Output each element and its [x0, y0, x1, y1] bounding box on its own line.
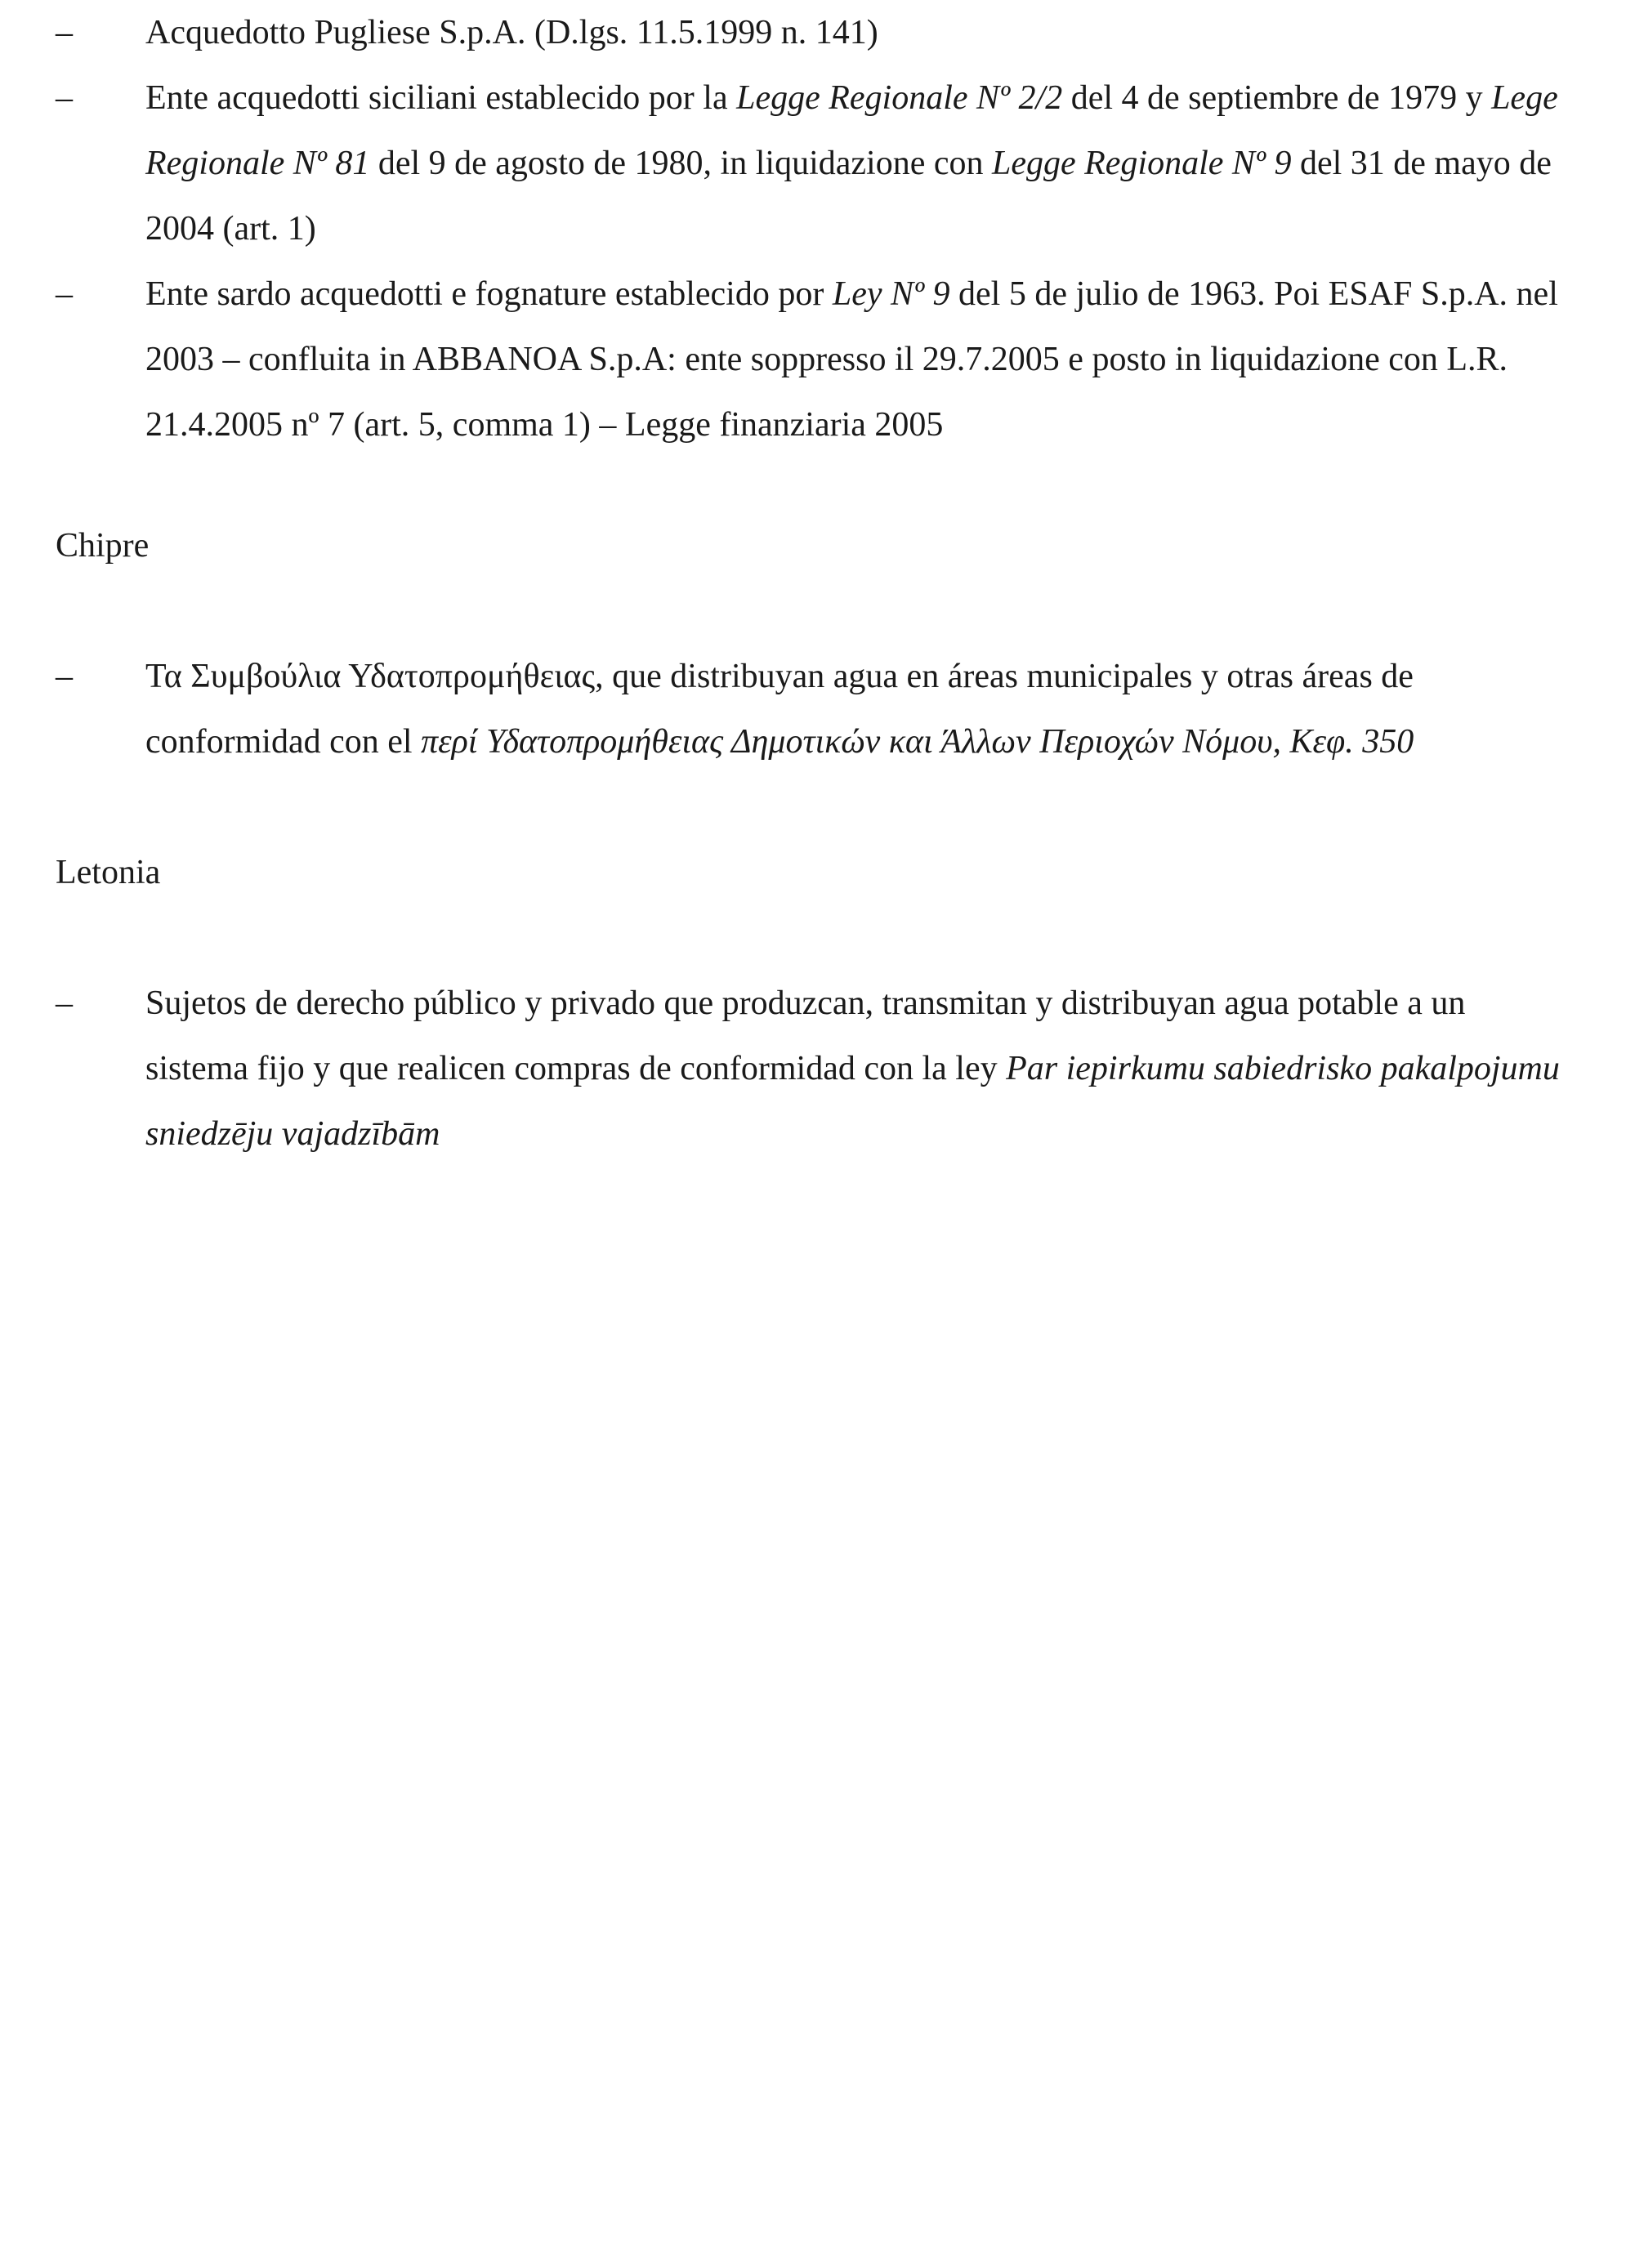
italic-citation: Legge Regionale Nº 9	[991, 145, 1292, 182]
list-item	[0, 971, 1626, 1167]
text-run: Acquedotto Pugliese S.p.A. (D.lgs. 11.5.1999 n. 141)	[145, 14, 878, 51]
italic-citation: Legge Regionale Nº 2/2	[736, 79, 1063, 117]
italic-citation: Ley Nº 9	[832, 275, 950, 313]
item-text	[145, 79, 1558, 248]
text-run: Ente sardo acquedotti e fognature establecido por	[145, 275, 833, 313]
item-text	[145, 14, 878, 51]
italic-citation: περί Υδατοπρομήθειας Δημοτικών και Άλλων Περιοχών Νόμου, Κεφ. 350	[421, 723, 1414, 761]
text-run: Ente acquedotti siciliani establecido por la	[145, 79, 737, 117]
item-text	[145, 658, 1414, 761]
italic-citation: Lege Regionale Nº 81	[145, 79, 1558, 182]
list-item	[0, 0, 1626, 65]
list-dash: –	[56, 275, 73, 313]
list-item	[0, 644, 1626, 775]
italic-citation: Par iepirkumu sabiedrisko pakalpojumu sniedzēju vajadzībām	[145, 1050, 1560, 1153]
cyprus-list	[0, 644, 1626, 775]
list-dash: –	[56, 14, 73, 51]
text-run: Sujetos de derecho público y privado que produzcan, transmitan y distribuyan agua potable a un sistema fijo y que realicen compras de conformidad con la ley	[145, 984, 1466, 1087]
section-heading-cyprus: Chipre	[56, 527, 150, 565]
list-item	[0, 261, 1626, 458]
text-run: Τα Συμβούλια Υδατοπρομήθειας, que distribuyan agua en áreas municipales y otras áreas de conformidad con el	[145, 658, 1414, 761]
latvia-list	[0, 971, 1626, 1167]
item-text	[145, 984, 1560, 1153]
list-dash: –	[56, 984, 73, 1022]
italy-list	[0, 0, 1626, 458]
text-run: del 5 de julio de 1963. Poi ESAF S.p.A. nel 2003 – confluita in ABBANOA S.p.A: ente soppresso il 29.7.2005 e posto in liquidazione con L.R. 21.4.2005 nº 7 (art. 5, comma 1) – Legge finanziaria 2005	[145, 275, 1558, 444]
list-dash: –	[56, 79, 73, 117]
list-item	[0, 65, 1626, 261]
text-run: del 31 de mayo de 2004 (art. 1)	[145, 145, 1552, 248]
text-run: del 9 de agosto de 1980, in liquidazione con	[369, 145, 992, 182]
text-run: del 4 de septiembre de 1979 y	[1062, 79, 1492, 117]
section-heading-latvia: Letonia	[56, 854, 161, 891]
item-text	[145, 275, 1558, 444]
list-dash: –	[56, 658, 73, 695]
